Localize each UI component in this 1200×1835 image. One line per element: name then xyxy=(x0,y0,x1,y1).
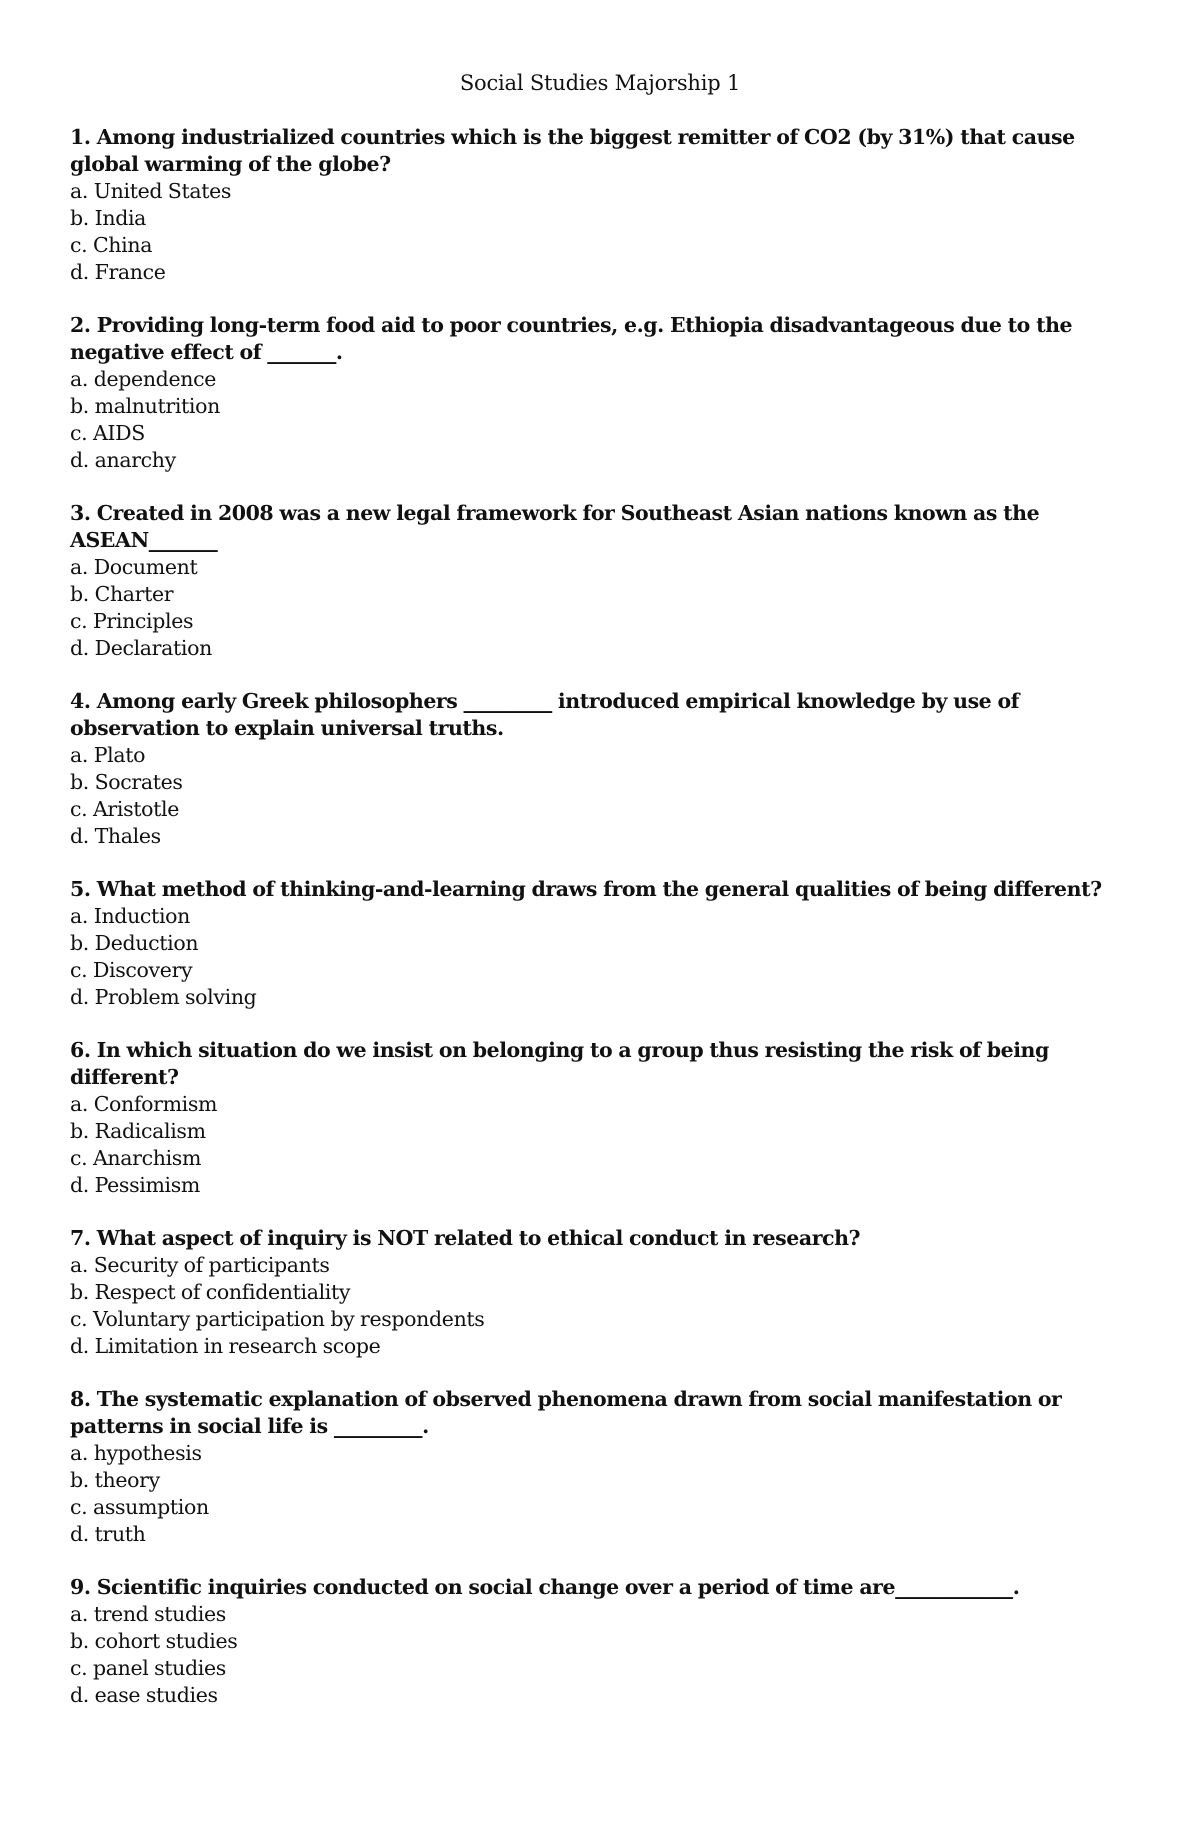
answer-choice-c: c. assumption xyxy=(70,1495,209,1519)
answer-choice-b: b. malnutrition xyxy=(70,394,220,418)
answer-choice-d: d. Thales xyxy=(70,824,161,848)
answer-choice-a: a. United States xyxy=(70,179,232,203)
question-stem: 2. Providing long-term food aid to poor countries, e.g. Ethiopia disadvantageous due to the negative effect of _______. xyxy=(70,313,1073,364)
answer-choice-b: b. Charter xyxy=(70,582,174,606)
answer-choice-c: c. Voluntary participation by respondents xyxy=(70,1307,485,1331)
answer-choice-a: a. Plato xyxy=(70,743,146,767)
question-stem: 8. The systematic explanation of observed phenomena drawn from social manifestation or patterns in social life is _________. xyxy=(70,1387,1062,1438)
answer-choice-d: d. truth xyxy=(70,1522,146,1546)
question-list xyxy=(70,124,1140,1735)
answer-choice-b: b. Socrates xyxy=(70,770,183,794)
answer-choice-a: a. trend studies xyxy=(70,1602,226,1626)
answer-choice-c: c. panel studies xyxy=(70,1656,226,1680)
question-stem: 7. What aspect of inquiry is NOT related to ethical conduct in research? xyxy=(70,1226,861,1250)
question-6 xyxy=(70,1037,1140,1199)
question-stem: 1. Among industrialized countries which is the biggest remitter of CO2 (by 31%) that cause global warming of the globe? xyxy=(70,125,1075,176)
question-1 xyxy=(70,124,1140,286)
answer-choice-c: c. Principles xyxy=(70,609,194,633)
question-4 xyxy=(70,688,1140,850)
question-stem: 6. In which situation do we insist on belonging to a group thus resisting the risk of being different? xyxy=(70,1038,1049,1089)
answer-choice-a: a. Induction xyxy=(70,904,191,928)
answer-choice-c: c. Aristotle xyxy=(70,797,180,821)
answer-choice-d: d. ease studies xyxy=(70,1683,218,1707)
question-9 xyxy=(70,1574,1140,1709)
question-2 xyxy=(70,312,1140,474)
answer-choice-d: d. anarchy xyxy=(70,448,176,472)
question-7 xyxy=(70,1225,1140,1360)
question-8 xyxy=(70,1386,1140,1548)
question-stem: 9. Scientific inquiries conducted on social change over a period of time are____________. xyxy=(70,1575,1020,1599)
answer-choice-b: b. India xyxy=(70,206,147,230)
answer-choice-d: d. France xyxy=(70,260,166,284)
question-stem: 4. Among early Greek philosophers _________ introduced empirical knowledge by use of observation to explain universal truths. xyxy=(70,689,1020,740)
answer-choice-a: a. Security of participants xyxy=(70,1253,330,1277)
answer-choice-d: d. Problem solving xyxy=(70,985,257,1009)
answer-choice-d: d. Declaration xyxy=(70,636,212,660)
answer-choice-a: a. Conformism xyxy=(70,1092,218,1116)
answer-choice-b: b. Deduction xyxy=(70,931,199,955)
answer-choice-c: c. China xyxy=(70,233,153,257)
answer-choice-b: b. Respect of confidentiality xyxy=(70,1280,351,1304)
answer-choice-a: a. Document xyxy=(70,555,198,579)
question-5 xyxy=(70,876,1140,1011)
question-3 xyxy=(70,500,1140,662)
page-title: Social Studies Majorship 1 xyxy=(459,71,741,95)
answer-choice-b: b. Radicalism xyxy=(70,1119,206,1143)
answer-choice-c: c. Anarchism xyxy=(70,1146,202,1170)
answer-choice-c: c. AIDS xyxy=(70,421,145,445)
answer-choice-b: b. theory xyxy=(70,1468,160,1492)
answer-choice-d: d. Limitation in research scope xyxy=(70,1334,381,1358)
question-stem: 3. Created in 2008 was a new legal framework for Southeast Asian nations known as the ASEAN_______ xyxy=(70,501,1040,552)
question-stem: 5. What method of thinking-and-learning draws from the general qualities of being different? xyxy=(70,877,1102,901)
answer-choice-a: a. hypothesis xyxy=(70,1441,202,1465)
answer-choice-d: d. Pessimism xyxy=(70,1173,201,1197)
answer-choice-b: b. cohort studies xyxy=(70,1629,238,1653)
answer-choice-c: c. Discovery xyxy=(70,958,193,982)
answer-choice-a: a. dependence xyxy=(70,367,216,391)
